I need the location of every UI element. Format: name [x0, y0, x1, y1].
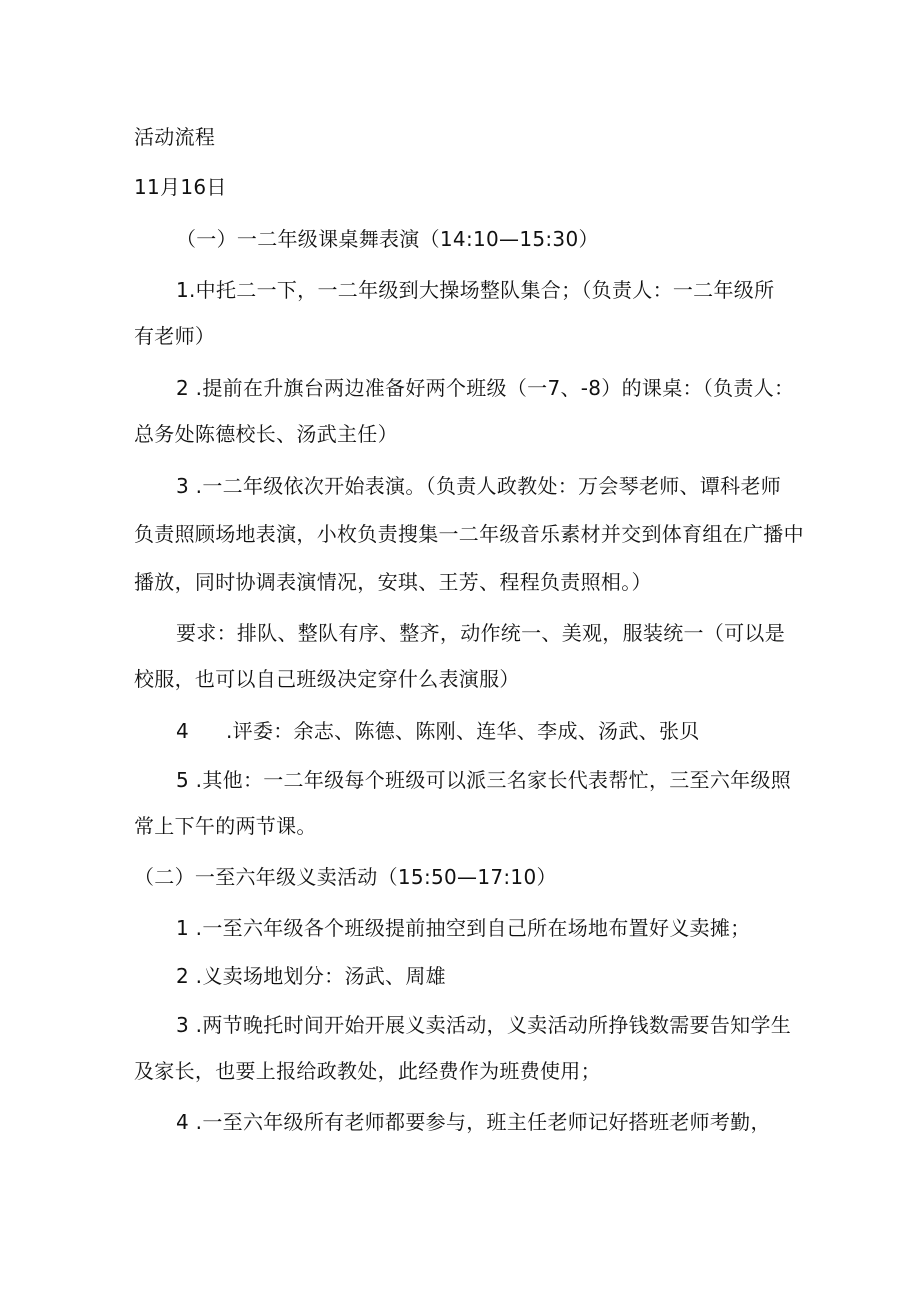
section2-item3-line2: 及家长，也要上报给政教处，此经费作为班费使用；	[134, 1059, 601, 1083]
section1-item1-line2: 有老师）	[134, 324, 216, 348]
section1-requirement-line2: 校服，也可以自己班级决定穿什么表演服）	[134, 667, 520, 691]
section1-item5-line1: 5 .其他：一二年级每个班级可以派三名家长代表帮忙，三至六年级照	[176, 768, 792, 792]
section2-item1: 1 .一至六年级各个班级提前抽空到自己所在场地布置好义卖摊；	[176, 916, 751, 940]
section2-item4: 4 .一至六年级所有老师都要参与，班主任老师记好搭班老师考勤，	[176, 1110, 771, 1134]
section1-item3-line2: 负责照顾场地表演，小枚负责搜集一二年级音乐素材并交到体育组在广播中	[134, 522, 804, 546]
section1-item3-line1: 3 .一二年级依次开始表演。（负责人政教处：万会琴老师、谭科老师	[176, 474, 782, 498]
section1-item2-line2: 总务处陈德校长、汤武主任）	[134, 422, 398, 446]
section2-item2: 2 .义卖场地划分：汤武、周雄	[176, 964, 446, 988]
section2-item3-line1: 3 .两节晚托时间开始开展义卖活动，义卖活动所挣钱数需要告知学生	[176, 1013, 792, 1037]
document-title: 活动流程	[134, 125, 216, 149]
section1-item5-line2: 常上下午的两节课。	[134, 814, 317, 838]
section1-heading: （一）一二年级课桌舞表演（14:10—15:30）	[176, 227, 599, 251]
section1-item2-line1: 2 .提前在升旗台两边准备好两个班级（一7、-8）的课桌：（负责人：	[176, 376, 795, 400]
section1-item4-number: 4	[176, 719, 190, 743]
section1-item1-line1: 1.中托二一下，一二年级到大操场整队集合；（负责人：一二年级所	[176, 278, 775, 302]
section1-requirement-line1: 要求：排队、整队有序、整齐，动作统一、美观，服装统一（可以是	[176, 621, 785, 645]
section1-item4-text: .评委：余志、陈德、陈刚、连华、李成、汤武、张贝	[226, 719, 700, 743]
section2-heading: （二）一至六年级义卖活动（15:50—17:10）	[134, 865, 557, 889]
section1-item3-line3: 播放，同时协调表演情况，安琪、王芳、程程负责照相。）	[134, 570, 652, 594]
document-date: 11月16日	[134, 175, 227, 199]
